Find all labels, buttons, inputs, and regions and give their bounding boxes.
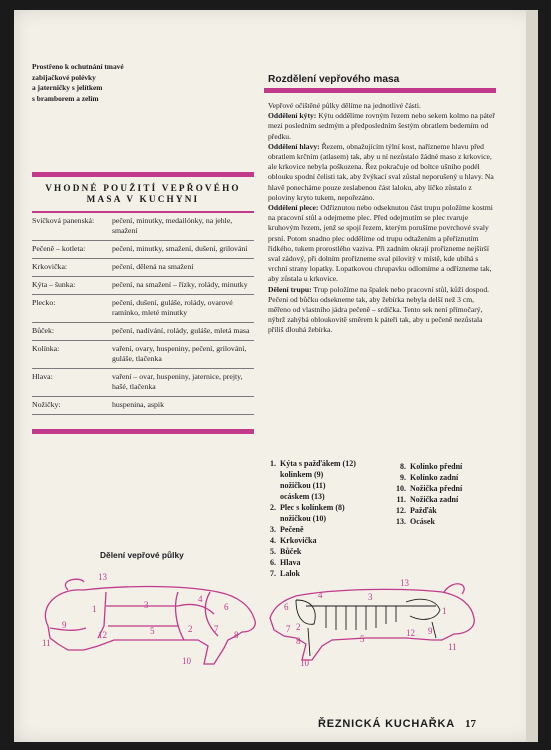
diagram-number: 8 [296,636,301,646]
diagram-number: 12 [98,630,107,640]
cut-usage: huspenina, aspik [112,400,164,410]
diagram-number: 10 [300,658,309,668]
cut-usage: vaření – ovar, huspeniny, jaternice, prejty, hašé, tlačenka [112,372,243,392]
legend-text: Pečeně [280,525,304,534]
diagram-number: 2 [188,624,193,634]
diagram-number: 1 [92,604,97,614]
tail [444,584,464,594]
paragraph-text: Trup položíme na špalek nebo pracovní stůl, kůží dospod. Pečeni od bůčku odsekneme tak, aby žebírka nebyla delší než 3 cm, měřeno od vlastního jádra pečeně – srdíčka. Tento sek není přímočarý, nýbrž zahýbá obloukovitě směrem k páteři tak, aby u pečeně nezůstala příliš dlouhá žebírka. [268,284,490,335]
tail [65,579,84,590]
legend-number: 8. [400,462,406,471]
photo-caption [32,62,254,104]
legend-text: Kýta s pažďákem (12) [280,459,356,468]
legend-text: Nožička zadní [410,495,459,504]
pelvis [406,599,440,619]
pig-skeleton-diagram-right [256,566,496,674]
leg-bone [432,622,436,638]
table-row [32,213,254,241]
legend-item [388,483,462,494]
diagram-number: 8 [234,630,239,640]
cut-usage: pečení, dušení, guláše, rolády, ovarové ramínko, mleté minutky [112,298,233,318]
legend-number: 9. [400,473,406,482]
cut-name: Nožičky: [32,400,61,410]
legend-text: Hlava [280,558,301,567]
legend-item [262,546,356,557]
paragraph-text: Kýtu oddělíme rovným řezem nebo sekem kolmo na páteř mezi posledním sedmým a předposledním šestým obratlem bederním od předku. [268,111,495,141]
paragraph-plec [268,203,496,285]
legend-text: Plec s kolínkem (8) [280,503,345,512]
cut-line [176,592,184,640]
paragraph-head: Oddělení hlavy: [268,141,320,151]
cut-name: Pečeně – kotleta: [32,244,86,254]
table-row [32,341,254,369]
legend-number: 5. [270,547,276,556]
legend-item [388,461,462,472]
diagram-number: 9 [62,620,67,630]
paragraph-hlava [268,142,496,203]
page-edge [526,10,538,742]
diagram-number: 5 [150,626,155,636]
section-body [264,101,496,336]
legend-number: 6. [270,558,276,567]
legend-item [262,502,356,513]
cut-name: Svíčková panenská: [32,216,95,226]
diagram-title: Dělení vepřové půlky [100,550,184,560]
cut-name: Plecko: [32,298,56,308]
paragraph-head: Dělení trupu: [268,284,312,294]
cut-name: Krkovička: [32,262,68,272]
legend-left [262,458,356,579]
diagram-number: 5 [360,634,365,644]
legend-item [262,535,356,546]
legend-number: 13. [396,517,406,526]
leg-bone [308,628,310,656]
cut-usage: pečení, minutky, smažení, dušení, grilování [112,244,248,254]
legend-text: nožičkou (11) [280,481,326,490]
paragraph-head: Oddělení kýty: [268,111,317,121]
diagram-number: 9 [428,626,433,636]
diagram-number: 11 [448,642,457,652]
legend-item [388,516,462,527]
legend-item [262,524,356,535]
diagram-number: 3 [368,592,373,602]
table-row [32,397,254,415]
usage-table [32,213,254,415]
legend-item [388,505,462,516]
paragraph-head: Oddělení plece: [268,203,319,213]
cut-name: Kolínka: [32,344,60,354]
cut-usage: pečení, minutky, medailónky, na jehle, smažení [112,216,233,236]
legend-item [262,469,356,480]
diagram-number: 6 [224,602,229,612]
cut-name: Bůček: [32,326,55,336]
legend-text: Kolínko zadní [410,473,459,482]
cut-name: Kýta – šunka: [32,280,76,290]
legend-text: Nožička přední [410,484,463,493]
table-row [32,369,254,397]
legend-text: Krkovička [280,536,317,545]
intro-paragraph: Vepřové očištěné půlky dělíme na jednotlivé části. [268,101,421,110]
diagram-number: 10 [182,656,191,666]
legend-item [262,513,356,524]
table-row [32,277,254,295]
section-heading: Rozdělení vepřového masa [268,74,400,85]
legend-right [388,461,462,527]
cut-usage: pečení, dělená na smažení [112,262,194,272]
legend-number: 3. [270,525,276,534]
table-row [32,295,254,323]
diagram-number: 7 [286,624,291,634]
diagram-number: 4 [198,594,203,604]
table-row [32,259,254,277]
legend-text: Lalok [280,569,301,578]
accent-rule-bottom [32,429,254,434]
cut-line [50,628,86,630]
cut-name: Hlava: [32,372,53,382]
table-title-line: MASA V KUCHYNI [86,194,200,205]
paragraph-trup [268,285,496,336]
book-title-footer: ŘEZNICKÁ KUCHAŘKA [318,718,456,730]
legend-item [262,480,356,491]
table-title-line: VHODNÉ POUŽITÍ VEPŘOVÉHO [45,183,241,194]
legend-number: 7. [270,569,276,578]
diagram-number: 4 [318,590,323,600]
diagram-number: 3 [144,600,149,610]
right-column [264,70,496,336]
legend-number: 2. [270,503,276,512]
legend-number: 4. [270,536,276,545]
legend-number: 12. [396,506,406,515]
legend-number: 11. [396,495,406,504]
diagram-number: 6 [284,602,289,612]
cut-usage: pečení, na smažení – řízky, rolády, minutky [112,280,248,290]
cut-line [178,604,214,614]
caption-line: Prostřeno k ochutnání tmavé [32,62,124,71]
heading-rule [264,88,496,93]
diagram-number: 2 [296,622,301,632]
page-number: 17 [465,718,476,730]
legend-item [262,458,356,469]
legend-text: kolínkem (9) [280,470,324,479]
diagram-number: 12 [406,628,415,638]
legend-item [262,491,356,502]
diagram-number: 1 [442,606,447,616]
legend-text: nožičkou (10) [280,514,326,523]
diagram-number: 13 [400,578,409,588]
table-row [32,323,254,341]
pig-cuts-diagram-left [28,566,268,674]
scapula [296,600,315,624]
caption-line: a jaterničky s jelítkem [32,83,103,93]
legend-text: Pažďák [410,506,437,515]
paragraph-text: Odříznutou nebo odseknutou část trupu položíme kostmi na pracovní stůl a odejmeme plec. Před odejmutím se plec tvaruje kruhovým řezem, jenž se spojí řezem, kterým porušíme povrchové svaly prsní. Potom snadno plec oddělíme od trupu odtažením a přeříznutím řídkého, tukem prorostlého vaziva. Při zadním okraji prořízneme nejširší sval zádový, při dolním prořízneme sval pilovitý v místě, kde ubíhá s vrchní strany lopatky. Lopatkovou chrupavku odlomíme a odřízneme tak, aby zůstala u krkovice. [268,203,493,284]
legend-number: 10. [396,484,406,493]
caption-line: s bramborem a zelím [32,93,99,103]
paragraph-kyta [268,111,496,142]
table-row [32,241,254,259]
caption-line: zabijačkové polévky [32,72,96,82]
legend-text: ocáskem (13) [280,492,325,501]
diagram-number: 11 [42,638,51,648]
legend-text: Bůček [280,547,302,556]
accent-rule [32,172,254,177]
table-title [32,183,254,205]
cut-usage: vaření, ovary, huspeniny, pečení, grilování, guláše, tlačenka [112,344,247,364]
legend-item [388,494,462,505]
diagram-number: 7 [214,624,219,634]
paragraph-text: Řezem, obnažujícím týlní kost, nařízneme hlavu před obratlem krčním (atlasem) tak, aby u ní nezůstalo žádné maso z krkovice, ale krkovice nebyla poškozena. Řez pokračuje od boltce ušního podél oblouku spodní čelisti tak, aby žvýkací sval zůstal neporušený u hlavy. Na hlavě ponecháme pouze zeslabenou část laloku, aby líčko zůstalo z poloviny kryto tukem, nepořezáno. [268,141,494,202]
legend-item [388,472,462,483]
diagram-number: 13 [98,572,107,582]
left-column [32,62,254,434]
cut-usage: pečení, nadívání, rolády, guláše, mletá masa [112,326,250,336]
legend-text: Kolínko přední [410,462,463,471]
legend-number: 1. [270,459,276,468]
legend-text: Ocásek [410,517,435,526]
